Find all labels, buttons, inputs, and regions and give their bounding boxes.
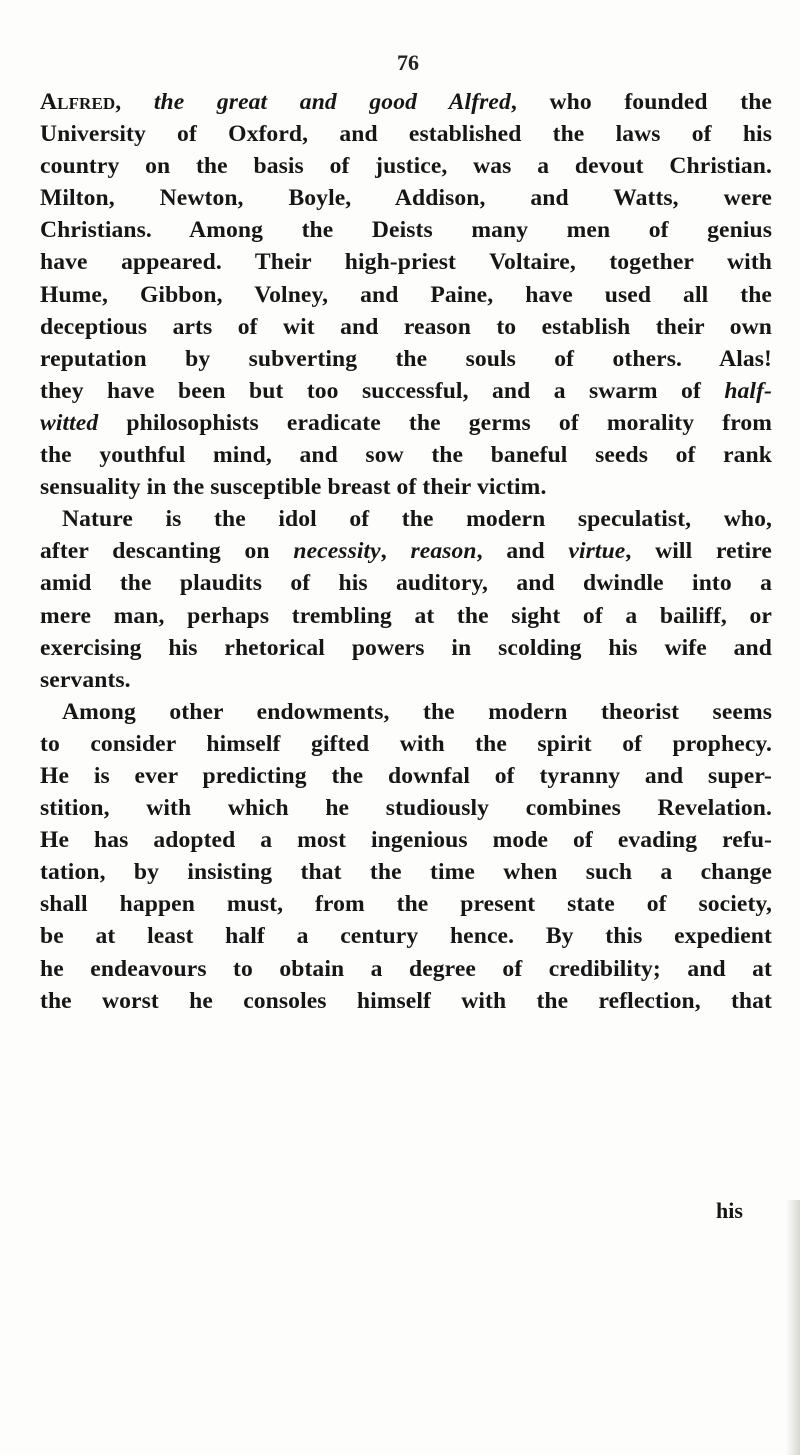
text-run: necessity bbox=[293, 538, 381, 565]
text-run: half- bbox=[724, 377, 772, 404]
text-run: servants. bbox=[40, 666, 131, 693]
text-line bbox=[40, 632, 772, 664]
text-run: , who founded the bbox=[510, 89, 772, 115]
text-line bbox=[40, 856, 772, 888]
text-line bbox=[40, 375, 772, 407]
text-run: Milton, Newton, Boyle, Addison, and Watts, were bbox=[40, 185, 772, 212]
text-run: University of Oxford, and established the laws of his bbox=[40, 121, 772, 148]
text-line bbox=[40, 760, 772, 792]
text-line bbox=[40, 246, 772, 278]
text-line bbox=[40, 985, 772, 1017]
text-run: stition, with which he studiously combines Revelation. bbox=[40, 795, 772, 822]
text-run: he endeavours to obtain a degree of credibility; and at bbox=[40, 955, 772, 982]
text-run: Christians. Among the Deists many men of genius bbox=[40, 217, 772, 244]
text-run: the youthful mind, and sow the baneful seeds of rank bbox=[40, 442, 772, 469]
text-run: sensuality in the susceptible breast of their victim. bbox=[40, 474, 547, 501]
text-run: Alfred bbox=[40, 89, 116, 115]
text-run: country on the basis of justice, was a devout Christian. bbox=[40, 153, 772, 180]
text-run: reputation by subverting the souls of others. Alas! bbox=[40, 345, 772, 372]
text-line bbox=[40, 118, 772, 150]
text-run: reason bbox=[410, 538, 477, 565]
text-line bbox=[40, 279, 772, 311]
text-run: Hume, Gibbon, Volney, and Paine, have used all the bbox=[40, 281, 772, 308]
text-line bbox=[40, 664, 772, 696]
text-run: the worst he consoles himself with the reflection, that bbox=[40, 987, 772, 1014]
text-run: have appeared. Their high-priest Voltaire, together with bbox=[40, 249, 772, 276]
text-run: after descanting on bbox=[40, 538, 294, 565]
text-run: be at least half a century hence. By this expedient bbox=[40, 923, 772, 950]
text-run: philosophists eradicate the germs of morality from bbox=[98, 409, 772, 436]
text-line bbox=[40, 214, 772, 246]
text-run: He has adopted a most ingenious mode of evading refu- bbox=[40, 827, 772, 854]
text-run: they have been but too successful, and a swarm of bbox=[40, 377, 725, 404]
text-line bbox=[40, 920, 772, 952]
text-line bbox=[40, 343, 772, 375]
text-line bbox=[40, 792, 772, 824]
text-run: tation, by insisting that the time when such a change bbox=[40, 859, 772, 886]
text-line bbox=[40, 728, 772, 760]
body-text bbox=[40, 86, 772, 1017]
text-run: , bbox=[380, 538, 411, 565]
text-run: exercising his rhetorical powers in scolding his wife and bbox=[40, 634, 772, 661]
text-run: virtue bbox=[568, 538, 626, 565]
text-line bbox=[40, 600, 772, 632]
text-run: , bbox=[115, 89, 154, 115]
text-run: the great and good Alfred bbox=[153, 89, 511, 115]
text-line bbox=[40, 86, 772, 118]
text-line bbox=[40, 471, 772, 503]
text-line bbox=[40, 535, 772, 567]
text-line bbox=[40, 953, 772, 985]
text-run: mere man, perhaps trembling at the sight of a bailiff, or bbox=[40, 602, 772, 629]
text-run: , and bbox=[476, 538, 569, 565]
text-run: Nature is the idol of the modern speculatist, who, bbox=[62, 506, 772, 533]
text-run: shall happen must, from the present state of society, bbox=[40, 891, 772, 918]
text-run: He is ever predicting the downfal of tyranny and super- bbox=[40, 762, 772, 789]
page-number: 76 bbox=[397, 50, 419, 75]
text-run: to consider himself gifted with the spirit of prophecy. bbox=[40, 730, 772, 757]
text-line bbox=[40, 439, 772, 471]
text-run: deceptious arts of wit and reason to establish their own bbox=[40, 313, 772, 340]
text-line bbox=[40, 567, 772, 599]
text-line bbox=[40, 311, 772, 343]
text-run: witted bbox=[40, 409, 99, 436]
text-line bbox=[40, 696, 772, 728]
text-line bbox=[40, 182, 772, 214]
scan-edge-shadow bbox=[786, 1200, 800, 1455]
text-line bbox=[40, 503, 772, 535]
text-run: amid the plaudits of his auditory, and dwindle into a bbox=[40, 570, 772, 597]
text-line bbox=[40, 824, 772, 856]
text-run: , will retire bbox=[625, 538, 772, 565]
text-line bbox=[40, 407, 772, 439]
text-line bbox=[40, 150, 772, 182]
text-line bbox=[40, 888, 772, 920]
catchword: his bbox=[716, 1198, 743, 1223]
text-run: Among other endowments, the modern theorist seems bbox=[62, 698, 772, 725]
